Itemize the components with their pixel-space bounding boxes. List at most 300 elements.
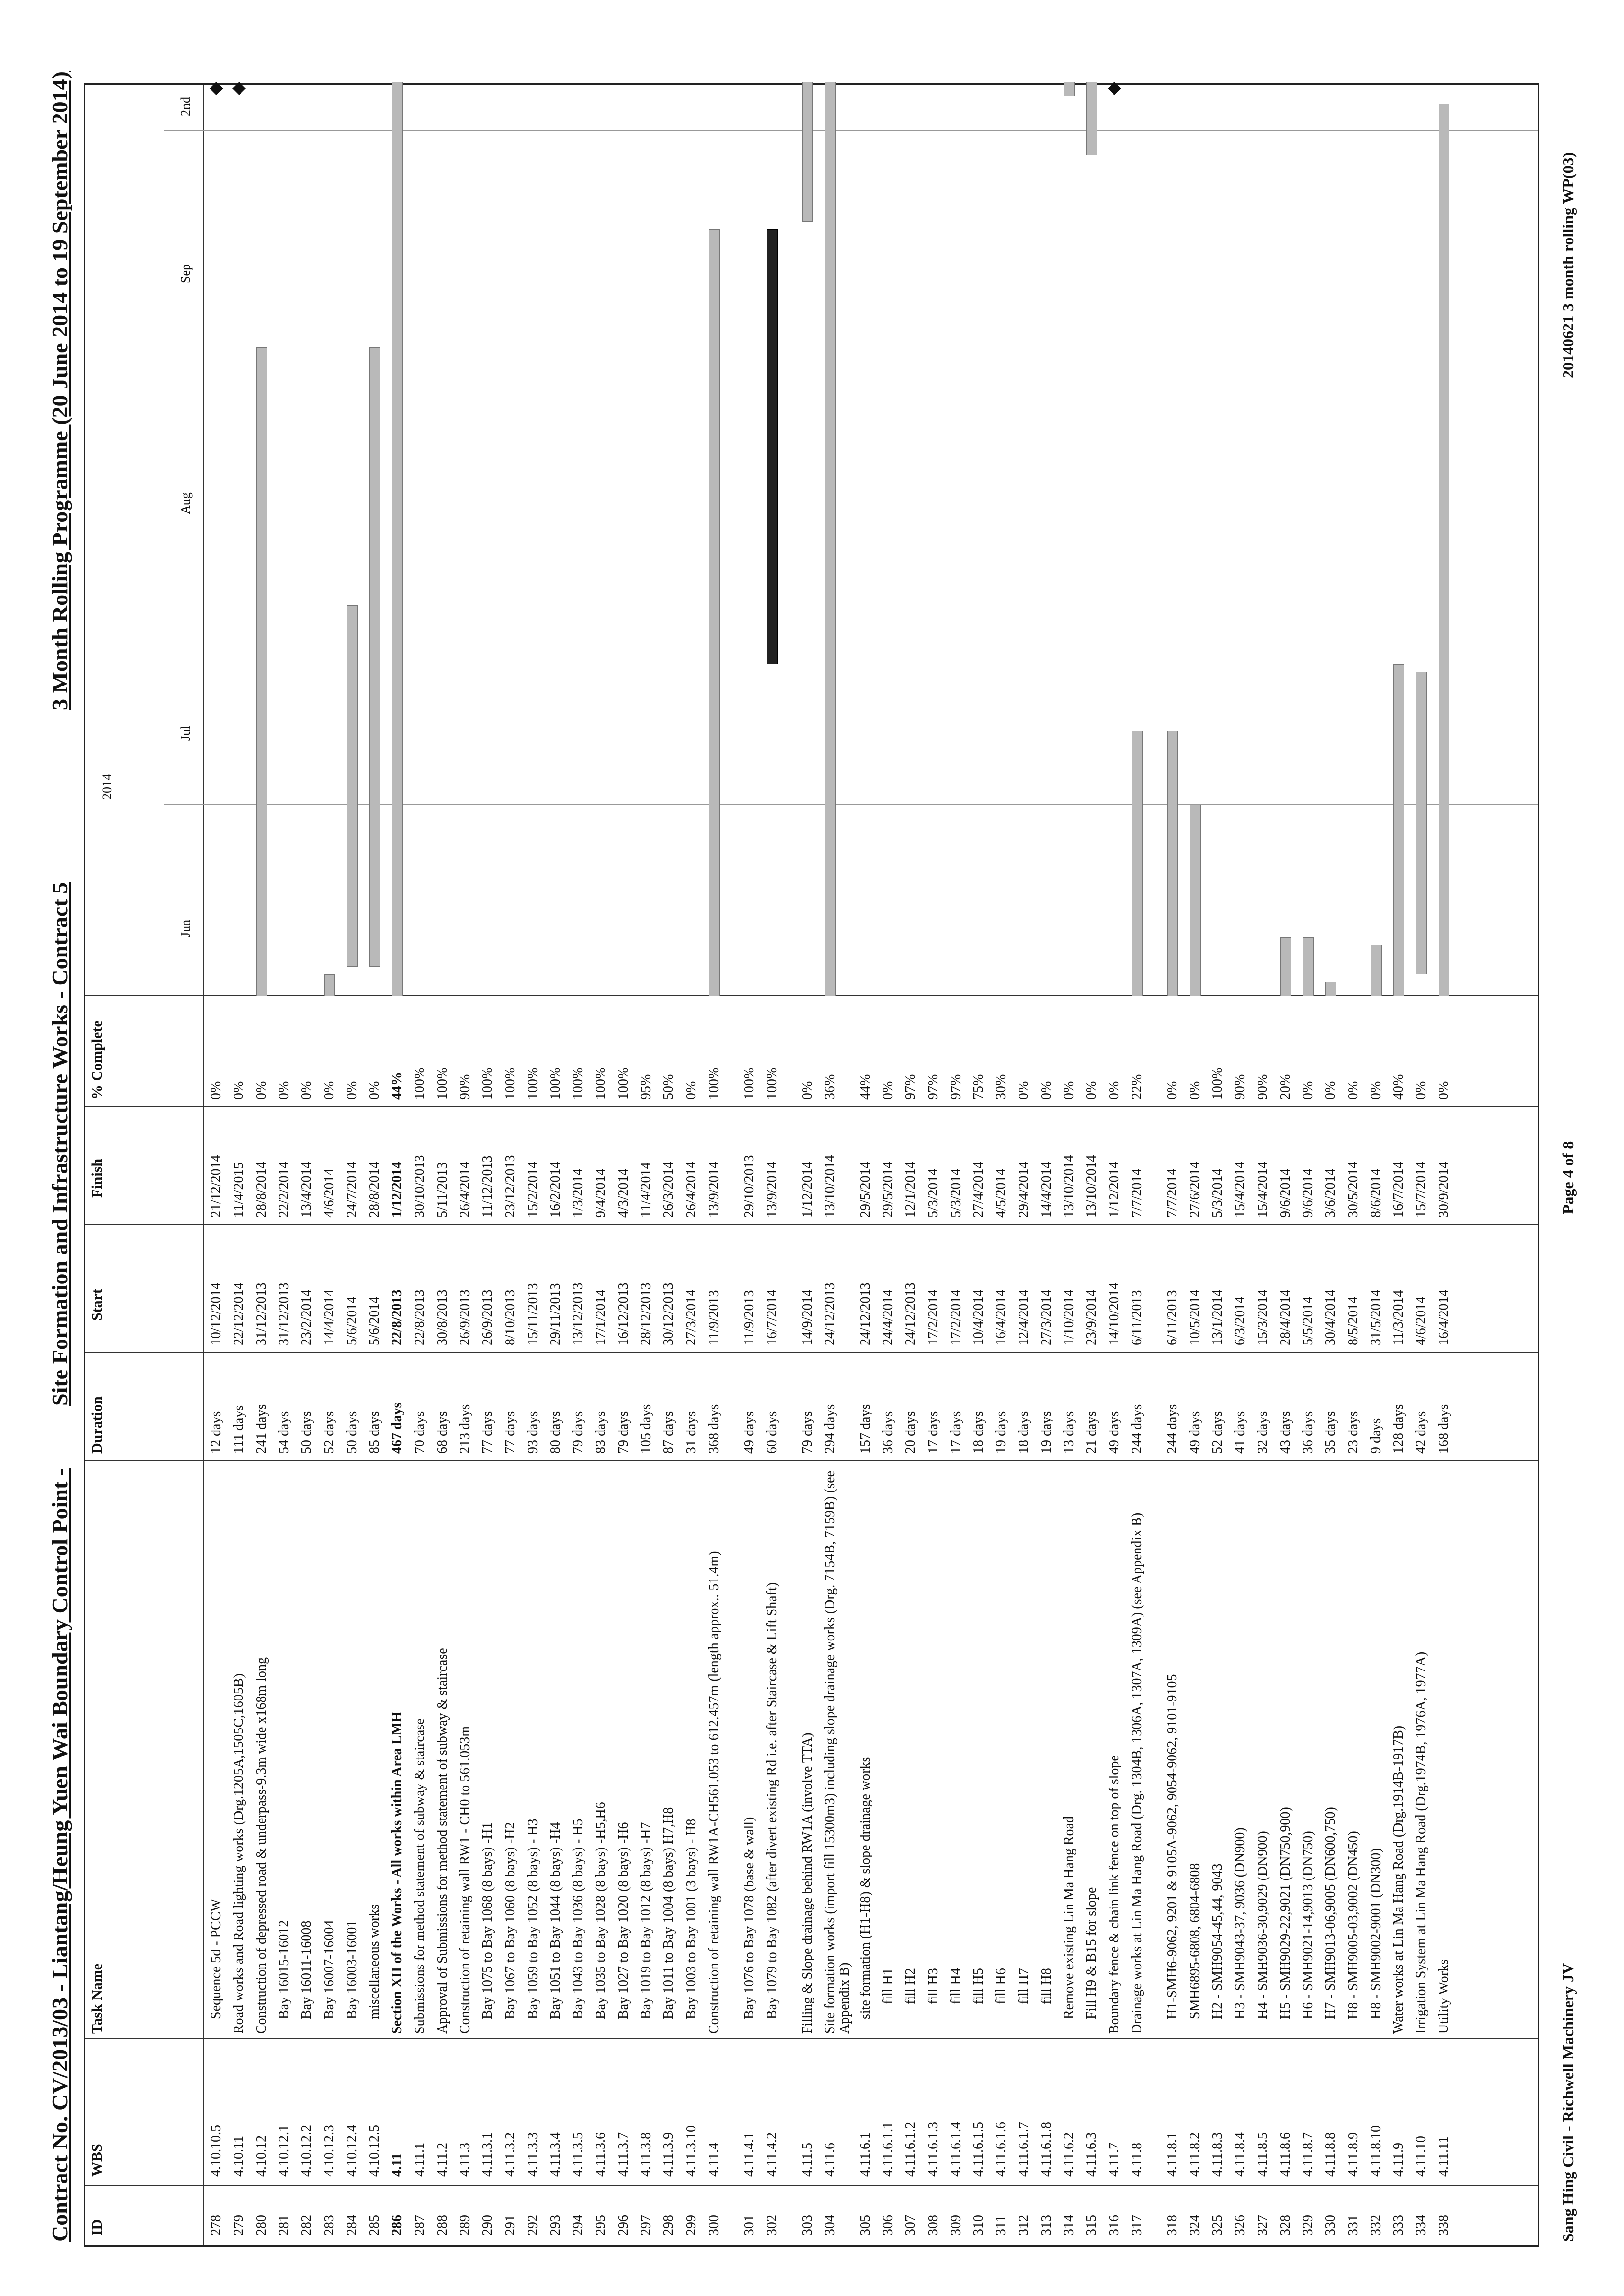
- cell-dur: 18 days: [1016, 1411, 1031, 1454]
- cell-wbs: 4.10.10.5: [209, 2125, 224, 2177]
- cell-pct: 100%: [593, 1067, 608, 1100]
- cell-id: 312: [1016, 2215, 1031, 2236]
- cell-start: 29/11/2013: [548, 1283, 563, 1345]
- cell-fin: 5/11/2013: [435, 1162, 450, 1218]
- cell-fin: 4/3/2014: [616, 1168, 631, 1218]
- cell-pct: 100%: [503, 1067, 518, 1100]
- cell-wbs: 4.11.8.4: [1233, 2132, 1248, 2177]
- cell-start: 4/6/2014: [1413, 1296, 1429, 1345]
- cell-dur: 31 days: [684, 1411, 699, 1454]
- cell-name: Bay 16003-16001: [344, 1920, 360, 2019]
- cell-start: 10/5/2014: [1187, 1289, 1203, 1345]
- cell-start: 11/3/2014: [1391, 1290, 1406, 1345]
- cell-fin: 4/5/2014: [993, 1168, 1009, 1218]
- cell-fin: 26/3/2014: [661, 1162, 676, 1218]
- cell-dur: 244 days: [1129, 1404, 1144, 1454]
- col-id: ID: [89, 2219, 105, 2236]
- cell-dur: 52 days: [1210, 1411, 1225, 1454]
- cell-name: Sequence 5d - PCCW: [209, 1899, 224, 2019]
- cell-id: 292: [525, 2215, 541, 2236]
- col-duration: Duration: [89, 1396, 105, 1454]
- cell-wbs: 4.11.3.3: [525, 2132, 541, 2177]
- cell-pct: 44%: [858, 1074, 873, 1100]
- cell-fin: 7/7/2014: [1129, 1168, 1144, 1218]
- cell-wbs: 4.11.3.1: [480, 2132, 495, 2177]
- cell-wbs: 4.11.8.8: [1323, 2132, 1338, 2177]
- cell-fin: 4/6/2014: [322, 1168, 337, 1218]
- cell-start: 31/12/2013: [254, 1282, 269, 1345]
- cell-start: 8/5/2014: [1346, 1296, 1361, 1345]
- cell-fin: 16/2/2014: [548, 1162, 563, 1218]
- cell-fin: 29/5/2014: [858, 1162, 873, 1218]
- cell-pct: 100%: [1210, 1067, 1225, 1100]
- cell-fin: 9/6/2014: [1278, 1168, 1293, 1218]
- cell-dur: 83 days: [593, 1411, 608, 1454]
- cell-id: 300: [706, 2215, 722, 2236]
- cell-name: Approval of Submissions for method statement of subway & staircase: [435, 1648, 450, 2034]
- cell-pct: 0%: [684, 1081, 699, 1100]
- cell-pct: 36%: [822, 1074, 838, 1100]
- gantt-bar: [1303, 937, 1314, 996]
- cell-start: 11/9/2013: [706, 1290, 722, 1345]
- cell-start: 6/3/2014: [1233, 1296, 1248, 1345]
- cell-pct: 40%: [1391, 1074, 1406, 1100]
- cell-id: 295: [593, 2215, 608, 2236]
- cell-pct: 0%: [1084, 1081, 1099, 1100]
- cell-dur: 50 days: [299, 1411, 314, 1454]
- cell-start: 17/2/2014: [948, 1289, 963, 1345]
- cell-name: fill H4: [948, 1968, 963, 2004]
- cell-name: Bay 1027 to Bay 1020 (8 bays) -H6: [616, 1822, 631, 2019]
- cell-dur: 20 days: [903, 1411, 918, 1454]
- cell-start: 27/3/2014: [684, 1289, 699, 1345]
- cell-pct: 0%: [1165, 1081, 1180, 1100]
- contract-title: Contract No. CV/2013/03 - Liantang/Heung Yuen Wai Boundary Control Point -: [47, 1468, 72, 2242]
- cell-pct: 20%: [1278, 1074, 1293, 1100]
- cell-dur: 49 days: [1107, 1411, 1122, 1454]
- cell-start: 30/12/2013: [661, 1282, 676, 1345]
- cell-name: Road works and Road lighting works (Drg.1205A,1505C,1605B): [231, 1673, 246, 2034]
- cell-fin: 11/12/2013: [480, 1155, 495, 1218]
- footer-right: 20140621 3 month rolling WP(03): [1559, 152, 1577, 378]
- timeline-year: 2014: [100, 774, 114, 800]
- gantt-bar: [1325, 982, 1336, 996]
- cell-start: 31/12/2013: [276, 1282, 292, 1345]
- works-title: Site Formation and Infrastructure Works - Contract 5: [47, 882, 72, 1406]
- cell-name: H8 - SMH9005-03,9002 (DN450): [1346, 1831, 1361, 2019]
- cell-wbs: 4.11.4.2: [764, 2132, 780, 2177]
- cell-id: 326: [1233, 2215, 1248, 2236]
- cell-dur: 18 days: [971, 1411, 986, 1454]
- cell-start: 6/11/2013: [1165, 1290, 1180, 1345]
- cell-fin: 7/7/2014: [1165, 1168, 1180, 1218]
- cell-id: 315: [1084, 2215, 1099, 2236]
- cell-fin: 1/12/2014: [1107, 1162, 1122, 1218]
- cell-pct: 30%: [993, 1074, 1009, 1100]
- cell-id: 289: [457, 2215, 473, 2236]
- cell-fin: 30/10/2013: [412, 1155, 427, 1218]
- cell-id: 284: [344, 2215, 360, 2236]
- cell-fin: 27/6/2014: [1187, 1162, 1203, 1218]
- cell-id: 310: [971, 2215, 986, 2236]
- cell-wbs: 4.11.3.9: [661, 2132, 676, 2177]
- cell-fin: 12/1/2014: [903, 1162, 918, 1218]
- cell-wbs: 4.11.4.1: [742, 2132, 757, 2177]
- cell-fin: 5/3/2014: [1210, 1168, 1225, 1218]
- cell-pct: 0%: [322, 1081, 337, 1100]
- cell-id: 328: [1278, 2215, 1293, 2236]
- cell-wbs: 4.11.8.6: [1278, 2132, 1293, 2177]
- cell-wbs: 4.11.1: [412, 2143, 427, 2177]
- cell-dur: 23 days: [1346, 1411, 1361, 1454]
- cell-dur: 128 days: [1391, 1404, 1406, 1454]
- cell-pct: 0%: [1368, 1081, 1383, 1100]
- cell-wbs: 4.10.12: [254, 2135, 269, 2177]
- cell-wbs: 4.11.6.3: [1084, 2132, 1099, 2177]
- cell-fin: 14/4/2014: [1039, 1162, 1054, 1218]
- cell-pct: 100%: [412, 1067, 427, 1100]
- cell-id: 306: [880, 2215, 896, 2236]
- cell-wbs: 4.11.8.10: [1368, 2125, 1383, 2177]
- cell-wbs: 4.11.8.7: [1300, 2132, 1316, 2177]
- cell-name: fill H7: [1016, 1968, 1031, 2004]
- cell-start: 5/6/2014: [344, 1296, 360, 1345]
- cell-id: 287: [412, 2215, 427, 2236]
- cell-name: Water works at Lin Ma Hang Road (Drg.1914B-1917B): [1391, 1725, 1406, 2034]
- cell-dur: 52 days: [322, 1411, 337, 1454]
- cell-start: 30/8/2013: [435, 1289, 450, 1345]
- cell-fin: 15/7/2014: [1413, 1162, 1429, 1218]
- cell-name: H1-SMH6-9062, 9201 & 9105A-9062, 9054-9062, 9101-9105: [1165, 1674, 1180, 2019]
- cell-dur: 54 days: [276, 1411, 292, 1454]
- cell-pct: 75%: [971, 1074, 986, 1100]
- cell-fin: 13/10/2014: [822, 1155, 838, 1218]
- cell-start: 31/5/2014: [1368, 1289, 1383, 1345]
- cell-name: H2 - SMH9054-45,44, 9043: [1210, 1863, 1225, 2019]
- timeline-extra: 2nd: [179, 97, 193, 116]
- cell-dur: 77 days: [480, 1411, 495, 1454]
- gantt-bar: [1393, 664, 1404, 996]
- cell-fin: 30/5/2014: [1346, 1162, 1361, 1218]
- cell-start: 27/3/2014: [1039, 1289, 1054, 1345]
- cell-pct: 0%: [1346, 1081, 1361, 1100]
- cell-id: 282: [299, 2215, 314, 2236]
- cell-wbs: 4.11.7: [1107, 2143, 1122, 2177]
- cell-name: Utility Works: [1436, 1959, 1451, 2034]
- cell-fin: 22/2/2014: [276, 1162, 292, 1218]
- cell-start: 5/5/2014: [1300, 1296, 1316, 1345]
- cell-id: 288: [435, 2215, 450, 2236]
- cell-pct: 0%: [276, 1081, 292, 1100]
- cell-pct: 100%: [616, 1067, 631, 1100]
- cell-start: 24/12/2013: [822, 1282, 838, 1345]
- cell-wbs: 4.11.10: [1413, 2136, 1429, 2177]
- cell-pct: 0%: [1061, 1081, 1077, 1100]
- cell-name: Bay 16015-16012: [276, 1920, 292, 2019]
- cell-wbs: 4.11.3.2: [503, 2132, 518, 2177]
- cell-pct: 100%: [548, 1067, 563, 1100]
- cell-pct: 0%: [880, 1081, 896, 1100]
- gantt-bar: [347, 605, 358, 967]
- cell-name: Filling & Slope drainage behind RW1A (involve TTA): [800, 1732, 815, 2034]
- cell-id: 286: [390, 2215, 405, 2236]
- cell-pct: 97%: [948, 1074, 963, 1100]
- cell-fin: 3/6/2014: [1323, 1168, 1338, 1218]
- cell-wbs: 4.10.11: [231, 2136, 246, 2177]
- cell-id: 304: [822, 2215, 838, 2236]
- col-task-name: Task Name: [89, 1963, 105, 2034]
- cell-wbs: 4.11.3.10: [684, 2125, 699, 2177]
- cell-fin: 15/2/2014: [525, 1162, 541, 1218]
- cell-pct: 90%: [457, 1074, 473, 1100]
- cell-dur: 70 days: [412, 1411, 427, 1454]
- cell-name: fill H5: [971, 1968, 986, 2004]
- cell-wbs: 4.11.8: [1129, 2143, 1144, 2177]
- cell-fin: 13/10/2014: [1084, 1155, 1099, 1218]
- cell-id: 290: [480, 2215, 495, 2236]
- cell-pct: 0%: [1016, 1081, 1031, 1100]
- cell-pct: 0%: [254, 1081, 269, 1100]
- cell-wbs: 4.11.6.1.3: [926, 2122, 941, 2177]
- cell-wbs: 4.11.6.1: [858, 2132, 873, 2177]
- cell-dur: 157 days: [858, 1404, 873, 1454]
- gantt-bar: [1280, 937, 1291, 996]
- cell-dur: 168 days: [1436, 1404, 1451, 1454]
- cell-id: 281: [276, 2215, 292, 2236]
- cell-wbs: 4.11.6: [822, 2143, 838, 2177]
- cell-id: 314: [1061, 2215, 1077, 2236]
- cell-fin: 1/3/2014: [571, 1168, 586, 1218]
- cell-name: SMH6895-6808, 6804-6808: [1187, 1863, 1203, 2019]
- cell-name: H7 - SMH9013-06,9005 (DN600,750): [1323, 1807, 1338, 2019]
- cell-start: 10/12/2014: [209, 1282, 224, 1345]
- cell-start: 24/4/2014: [880, 1289, 896, 1345]
- gantt-bar: [324, 974, 335, 996]
- cell-fin: 21/12/2014: [209, 1155, 224, 1218]
- cell-id: 307: [903, 2215, 918, 2236]
- cell-id: 298: [661, 2215, 676, 2236]
- gantt-bar: [1064, 82, 1075, 96]
- timeline-month-jun: Jun: [179, 919, 193, 937]
- cell-pct: 0%: [1187, 1081, 1203, 1100]
- cell-start: 14/9/2014: [800, 1289, 815, 1345]
- cell-id: 313: [1039, 2215, 1054, 2236]
- cell-id: 316: [1107, 2215, 1122, 2236]
- gantt-bar: [369, 347, 380, 967]
- cell-dur: 19 days: [993, 1411, 1009, 1454]
- cell-start: 14/10/2014: [1107, 1282, 1122, 1345]
- cell-fin: 13/9/2014: [706, 1162, 722, 1218]
- timeline-month-sep: Sep: [179, 264, 193, 283]
- cell-start: 23/9/2014: [1084, 1289, 1099, 1345]
- cell-start: 22/8/2013: [390, 1289, 405, 1345]
- cell-dur: 32 days: [1255, 1411, 1270, 1454]
- cell-wbs: 4.11.6.1.2: [903, 2122, 918, 2177]
- cell-dur: 93 days: [525, 1411, 541, 1454]
- cell-name: Site formation works (import fill 15300m3) including slope drainage works (Drg. 7154B, 7159B) (see Appendix B): [822, 1471, 852, 2034]
- cell-start: 1/10/2014: [1061, 1289, 1077, 1345]
- cell-wbs: 4.10.12.5: [367, 2125, 382, 2177]
- cell-dur: 79 days: [800, 1411, 815, 1454]
- cell-pct: 0%: [1039, 1081, 1054, 1100]
- cell-fin: 15/4/2014: [1233, 1162, 1248, 1218]
- cell-id: 285: [367, 2215, 382, 2236]
- cell-fin: 23/12/2013: [503, 1155, 518, 1218]
- cell-wbs: 4.11.6.2: [1061, 2132, 1077, 2177]
- cell-wbs: 4.11.3: [457, 2143, 473, 2177]
- cell-dur: 19 days: [1039, 1411, 1054, 1454]
- timeline-month-jul: Jul: [179, 725, 193, 741]
- cell-wbs: 4.11.3.5: [571, 2132, 586, 2177]
- cell-id: 303: [800, 2215, 815, 2236]
- cell-fin: 28/8/2014: [367, 1162, 382, 1218]
- cell-wbs: 4.10.12.3: [322, 2125, 337, 2177]
- cell-fin: 1/12/2014: [390, 1162, 405, 1218]
- cell-fin: 5/3/2014: [926, 1168, 941, 1218]
- milestone-marker: [232, 82, 246, 95]
- cell-wbs: 4.11.8.3: [1210, 2132, 1225, 2177]
- cell-name: site formation (H1-H8) & slope drainage works: [858, 1757, 873, 2019]
- cell-pct: 0%: [367, 1081, 382, 1100]
- cell-dur: 85 days: [367, 1411, 382, 1454]
- cell-dur: 87 days: [661, 1411, 676, 1454]
- cell-wbs: 4.10.12.2: [299, 2125, 314, 2177]
- cell-name: fill H6: [993, 1968, 1009, 2004]
- cell-fin: 13/4/2014: [299, 1162, 314, 1218]
- cell-dur: 77 days: [503, 1411, 518, 1454]
- cell-wbs: 4.11: [390, 2153, 405, 2177]
- cell-start: 16/4/2014: [993, 1289, 1009, 1345]
- cell-pct: 0%: [800, 1081, 815, 1100]
- cell-id: 280: [254, 2215, 269, 2236]
- cell-start: 5/6/2014: [367, 1296, 382, 1345]
- footer-page: Page 4 of 8: [1559, 1141, 1577, 1214]
- cell-id: 299: [684, 2215, 699, 2236]
- cell-start: 23/2/2014: [299, 1289, 314, 1345]
- cell-id: 279: [231, 2215, 246, 2236]
- cell-wbs: 4.11.8.1: [1165, 2132, 1180, 2177]
- cell-fin: 13/9/2014: [764, 1162, 780, 1218]
- gantt-bar: [709, 229, 720, 996]
- gantt-table: [84, 83, 1539, 2247]
- gantt-bar: [256, 347, 267, 996]
- cell-start: 17/1/2014: [593, 1289, 608, 1345]
- cell-id: 332: [1368, 2215, 1383, 2236]
- cell-start: 14/4/2014: [322, 1289, 337, 1345]
- cell-pct: 0%: [1323, 1081, 1338, 1100]
- cell-name: Bay 1076 to Bay 1078 (base & wall): [742, 1817, 757, 2019]
- cell-name: H8 - SMH9002-9001 (DN300): [1368, 1848, 1383, 2019]
- cell-start: 10/4/2014: [971, 1289, 986, 1345]
- cell-fin: 9/4/2014: [593, 1168, 608, 1218]
- cell-start: 26/9/2013: [457, 1289, 473, 1345]
- cell-dur: 368 days: [706, 1404, 722, 1454]
- cell-id: 329: [1300, 2215, 1316, 2236]
- cell-pct: 0%: [299, 1081, 314, 1100]
- cell-name: Bay 1059 to Bay 1052 (8 bays) - H3: [525, 1819, 541, 2019]
- cell-id: 318: [1165, 2215, 1180, 2236]
- cell-name: Bay 1035 to Bay 1028 (8 bays) -H5,H6: [593, 1802, 608, 2019]
- cell-pct: 90%: [1233, 1074, 1248, 1100]
- cell-wbs: 4.11.3.6: [593, 2132, 608, 2177]
- cell-id: 309: [948, 2215, 963, 2236]
- cell-dur: 35 days: [1323, 1411, 1338, 1454]
- gantt-bar: [1132, 731, 1143, 996]
- cell-fin: 26/4/2014: [684, 1162, 699, 1218]
- cell-fin: 8/6/2014: [1368, 1168, 1383, 1218]
- cell-dur: 49 days: [742, 1411, 757, 1454]
- cell-fin: 29/10/2013: [742, 1155, 757, 1218]
- cell-wbs: 4.11.3.7: [616, 2132, 631, 2177]
- cell-pct: 97%: [926, 1074, 941, 1100]
- col-wbs: WBS: [89, 2144, 105, 2177]
- cell-start: 24/12/2013: [903, 1282, 918, 1345]
- cell-pct: 0%: [209, 1081, 224, 1100]
- cell-wbs: 4.11.6.1.5: [971, 2122, 986, 2177]
- cell-id: 324: [1187, 2215, 1203, 2236]
- cell-name: Bay 16011-16008: [299, 1920, 314, 2019]
- cell-start: 16/12/2013: [616, 1282, 631, 1345]
- cell-fin: 16/7/2014: [1391, 1162, 1406, 1218]
- cell-name: Fill H9 & B15 for slope: [1084, 1887, 1099, 2019]
- cell-dur: 79 days: [571, 1411, 586, 1454]
- col-start: Start: [89, 1289, 105, 1321]
- cell-fin: 26/4/2014: [457, 1162, 473, 1218]
- cell-id: 293: [548, 2215, 563, 2236]
- cell-start: 15/3/2014: [1255, 1289, 1270, 1345]
- cell-start: 28/12/2013: [638, 1282, 654, 1345]
- cell-fin: 27/4/2014: [971, 1162, 986, 1218]
- cell-start: 8/10/2013: [503, 1289, 518, 1345]
- cell-id: 294: [571, 2215, 586, 2236]
- cell-wbs: 4.11.8.5: [1255, 2132, 1270, 2177]
- cell-pct: 0%: [1436, 1081, 1451, 1100]
- cell-start: 28/4/2014: [1278, 1289, 1293, 1345]
- cell-start: 17/2/2014: [926, 1289, 941, 1345]
- cell-name: fill H3: [926, 1968, 941, 2004]
- cell-dur: 467 days: [390, 1402, 405, 1454]
- cell-id: 297: [638, 2215, 654, 2236]
- cell-fin: 29/4/2014: [1016, 1162, 1031, 1218]
- cell-wbs: 4.11.5: [800, 2143, 815, 2177]
- cell-pct: 90%: [1255, 1074, 1270, 1100]
- cell-start: 30/4/2014: [1323, 1289, 1338, 1345]
- cell-pct: 0%: [1413, 1081, 1429, 1100]
- cell-fin: 13/10/2014: [1061, 1155, 1077, 1218]
- cell-fin: 1/12/2014: [800, 1162, 815, 1218]
- cell-name: Submissions for method statement of subway & staircase: [412, 1718, 427, 2034]
- gantt-bar: [802, 82, 813, 222]
- cell-name: Remove existing Lin Ma Hang Road: [1061, 1816, 1077, 2019]
- cell-start: 13/12/2013: [571, 1282, 586, 1345]
- cell-pct: 95%: [638, 1074, 654, 1100]
- cell-name: Drainage works at Lin Ma Hang Road (Drg. 1304B, 1306A, 1307A, 1309A) (see Appendix B): [1129, 1512, 1144, 2034]
- cell-name: Bay 16007-16004: [322, 1920, 337, 2019]
- cell-id: 334: [1413, 2215, 1429, 2236]
- cell-fin: 11/4/2015: [231, 1162, 246, 1218]
- cell-wbs: 4.11.3.8: [638, 2132, 654, 2177]
- cell-dur: 79 days: [616, 1411, 631, 1454]
- cell-name: miscellaneous works: [367, 1904, 382, 2019]
- cell-pct: 100%: [480, 1067, 495, 1100]
- gantt-bar: [1371, 945, 1382, 996]
- cell-dur: 68 days: [435, 1411, 450, 1454]
- cell-id: 311: [993, 2215, 1009, 2236]
- cell-name: Section XII of the Works - All works within Area LMH: [390, 1711, 405, 2034]
- cell-name: H5 - SMH9029-22,9021 (DN750,900): [1278, 1807, 1293, 2019]
- cell-id: 278: [209, 2215, 224, 2236]
- cell-id: 302: [764, 2215, 780, 2236]
